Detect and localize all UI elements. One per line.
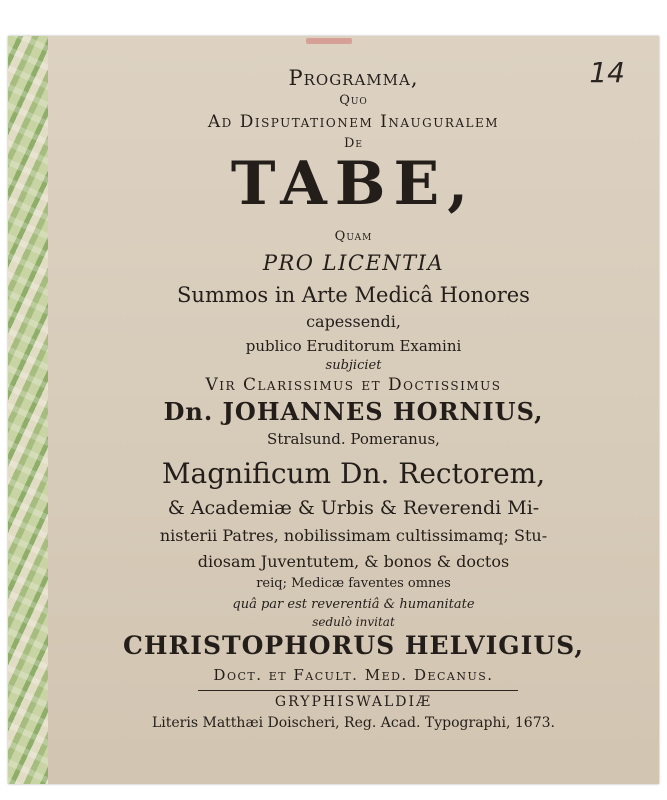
heading-programma: Programma, [288,66,419,90]
line-literis: Literis Matthæi Doischeri, Reg. Acad. Typographi, 1673. [152,715,555,731]
line-vir-clarissimus: Vir Clarissimus et Doctissimus [205,375,502,395]
line-nisterii: nisterii Patres, nobilissimam cultissimamq; Stu- [159,526,548,545]
line-quam: Quam [334,229,373,244]
library-stamp-mark [306,38,352,44]
line-summos: Summos in Arte Medicâ Honores [177,283,530,307]
divider-rule [198,690,518,691]
line-doct-facult: Doct. et Facult. Med. Decanus. [213,666,494,684]
line-quo: Quo [339,93,368,108]
line-stralsund: Stralsund. Pomeranus, [267,430,440,448]
line-de: De [344,136,363,151]
title-tabe: TABE, [230,149,477,219]
line-reiq: reiq; Medicæ faventes omnes [256,576,451,591]
line-academiae: & Academiæ & Urbis & Reverendi Mi- [167,497,540,519]
line-diosam: diosam Juventutem, & bonos & doctos [197,552,510,571]
line-subjiciet: subjiciet [325,358,382,373]
line-magnificum: Magnificum Dn. Rectorem, [161,457,546,490]
author-name: Dn. JOHANNES HORNIUS, [163,397,544,426]
dean-name: CHRISTOPHORUS HELVIGIUS, [122,631,585,660]
line-ad-disputationem: Ad Disputationem Inauguralem [207,112,500,132]
marbled-spine [8,36,49,784]
line-pro-licentia: PRO LICENTIA [262,251,445,275]
line-publico: publico Eruditorum Examini [245,337,462,355]
line-qua-par: quâ par est reverentiâ & humanitate [232,597,475,612]
line-capessendi: capessendi, [306,312,401,331]
line-gryphiswaldiae: GRYPHISWALDIÆ [274,694,433,710]
document-page [8,36,659,784]
line-sedulo: sedulò invitat [312,615,395,629]
page-number: 14 [589,56,625,89]
